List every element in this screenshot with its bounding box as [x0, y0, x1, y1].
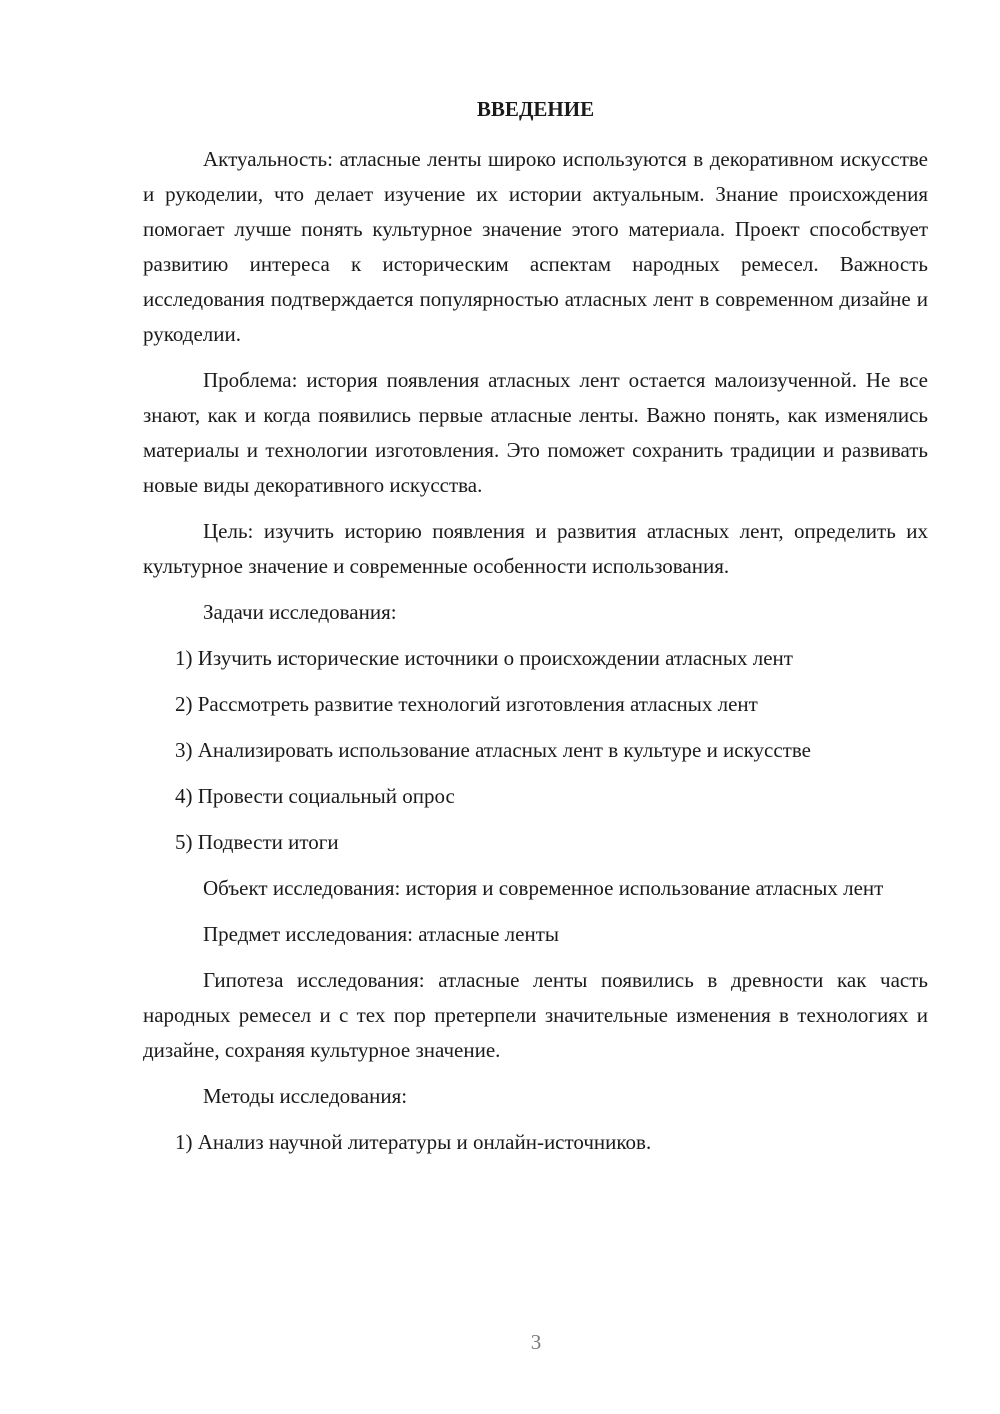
object-paragraph: Объект исследования: история и современное использование атласных лент [203, 876, 884, 900]
subject-paragraph: Предмет исследования: атласные ленты [203, 922, 559, 946]
task-item-3: 3) Анализировать использование атласных лент в культуре и искусстве [175, 738, 811, 762]
task-item-1: 1) Изучить исторические источники о происхождении атласных лент [175, 646, 793, 670]
page-number: 3 [530, 1330, 542, 1354]
problem-paragraph: Проблема: история появления атласных лент остается малоизученной. Не все знают, как и когда появились первые атласные ленты. Важно понять, как изменялись материалы и технологии изготовления. Это поможет сохранить традиции и развивать новые виды декоративного искусства. [143, 368, 928, 497]
goal-paragraph: Цель: изучить историю появления и развития атласных лент, определить их культурное значение и современные особенности использования. [143, 519, 928, 578]
task-item-4: 4) Провести социальный опрос [175, 784, 455, 808]
task-item-2: 2) Рассмотреть развитие технологий изготовления атласных лент [175, 692, 758, 716]
page-content [143, 92, 928, 1160]
method-item-1: 1) Анализ научной литературы и онлайн-источников. [175, 1130, 652, 1154]
task-item-5: 5) Подвести итоги [175, 830, 339, 854]
tasks-heading: Задачи исследования: [203, 600, 397, 624]
relevance-paragraph: Актуальность: атласные ленты широко используются в декоративном искусстве и рукоделии, что делает изучение их истории актуальным. Знание происхождения помогает лучше понять культурное значение этого материала. Проект способствует развитию интереса к историческим аспектам народных ремесел. Важность исследования подтверждается популярностью атласных лент в современном дизайне и рукоделии. [143, 147, 928, 346]
methods-heading: Методы исследования: [203, 1084, 408, 1108]
page-title: ВВЕДЕНИЕ [476, 97, 595, 121]
hypothesis-paragraph: Гипотеза исследования: атласные ленты появились в древности как часть народных ремесел и с тех пор претерпели значительные изменения в технологиях и дизайне, сохраняя культурное значение. [143, 968, 928, 1062]
